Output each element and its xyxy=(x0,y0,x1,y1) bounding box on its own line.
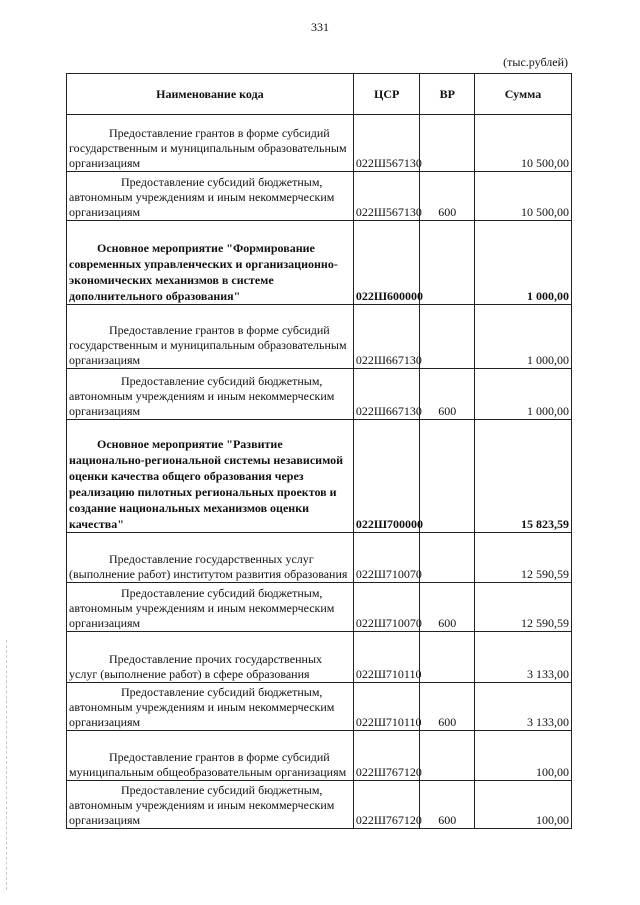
row-sum: 10 500,00 xyxy=(475,172,572,221)
table-row xyxy=(67,632,572,683)
row-csr: 022Ш710070 xyxy=(353,583,420,632)
row-csr: 022Ш767120 xyxy=(353,781,420,829)
row-vr: 600 xyxy=(420,583,475,632)
table-row xyxy=(67,683,572,731)
row-name: Предоставление государственных услуг (выполнение работ) институтом развития образования xyxy=(67,533,354,583)
units-label: (тыс.рублей) xyxy=(503,55,568,69)
row-sum: 12 590,59 xyxy=(475,533,572,583)
row-csr: 022Ш710110 xyxy=(353,683,420,731)
table-row-main-activity xyxy=(67,420,572,533)
table-row xyxy=(67,305,572,369)
row-name: Предоставление субсидий бюджетным, автономным учреждениям и иным некоммерческим организациям xyxy=(67,683,354,731)
table-row xyxy=(67,115,572,172)
row-vr: 600 xyxy=(420,172,475,221)
row-csr: 022Ш567130 xyxy=(353,115,420,172)
table-row xyxy=(67,172,572,221)
row-sum: 100,00 xyxy=(475,781,572,829)
row-vr xyxy=(420,305,475,369)
row-csr: 022Ш567130 xyxy=(353,172,420,221)
row-vr: 600 xyxy=(420,683,475,731)
row-sum: 3 133,00 xyxy=(475,683,572,731)
row-csr: 022Ш767120 xyxy=(353,731,420,781)
row-csr: 022Ш700000 xyxy=(353,420,420,533)
row-sum: 1 000,00 xyxy=(475,221,572,305)
row-sum: 100,00 xyxy=(475,731,572,781)
row-sum: 1 000,00 xyxy=(475,369,572,420)
table-row xyxy=(67,583,572,632)
row-csr: 022Ш600000 xyxy=(353,221,420,305)
row-vr: 600 xyxy=(420,781,475,829)
table-row xyxy=(67,533,572,583)
row-csr: 022Ш710110 xyxy=(353,632,420,683)
row-vr xyxy=(420,533,475,583)
scan-edge-mark xyxy=(6,640,8,890)
page-number: 331 xyxy=(311,20,329,34)
row-name: Предоставление субсидий бюджетным, автономным учреждениям и иным некоммерческим организациям xyxy=(67,172,354,221)
row-name: Предоставление субсидий бюджетным, автономным учреждениям и иным некоммерческим организациям xyxy=(67,583,354,632)
row-vr: 600 xyxy=(420,369,475,420)
row-name: Предоставление субсидий бюджетным, автономным учреждениям и иным некоммерческим организациям xyxy=(67,781,354,829)
row-vr xyxy=(420,731,475,781)
row-name: Предоставление грантов в форме субсидий государственным и муниципальным образовательным организациям xyxy=(67,115,354,172)
table-row xyxy=(67,731,572,781)
row-sum: 12 590,59 xyxy=(475,583,572,632)
table-header-row xyxy=(67,74,572,115)
row-name: Предоставление субсидий бюджетным, автономным учреждениям и иным некоммерческим организациям xyxy=(67,369,354,420)
table-row-main-activity xyxy=(67,221,572,305)
table-row xyxy=(67,369,572,420)
table-row xyxy=(67,781,572,829)
row-csr: 022Ш710070 xyxy=(353,533,420,583)
row-csr: 022Ш667130 xyxy=(353,305,420,369)
row-sum: 10 500,00 xyxy=(475,115,572,172)
row-vr xyxy=(420,221,475,305)
row-sum: 1 000,00 xyxy=(475,305,572,369)
header-csr: ЦСР xyxy=(353,74,420,115)
header-name: Наименование кода xyxy=(67,74,354,115)
row-sum: 15 823,59 xyxy=(475,420,572,533)
row-name: Предоставление прочих государственных услуг (выполнение работ) в сфере образования xyxy=(67,632,354,683)
header-vr: ВР xyxy=(420,74,475,115)
row-name: Предоставление грантов в форме субсидий государственным и муниципальным образовательным организациям xyxy=(67,305,354,369)
row-sum: 3 133,00 xyxy=(475,632,572,683)
row-name: Основное мероприятие "Развитие национально-региональной системы независимой оценки качества общего образования через реализацию пилотных региональных проектов и создание национальных механизмов оценки качества" xyxy=(67,420,354,533)
row-vr xyxy=(420,420,475,533)
row-vr xyxy=(420,632,475,683)
row-csr: 022Ш667130 xyxy=(353,369,420,420)
budget-table xyxy=(66,73,572,829)
header-sum: Сумма xyxy=(475,74,572,115)
row-name: Основное мероприятие "Формирование современных управленческих и организационно-экономических механизмов в системе дополнительного образования" xyxy=(67,221,354,305)
row-vr xyxy=(420,115,475,172)
row-name: Предоставление грантов в форме субсидий муниципальным общеобразовательным организациям xyxy=(67,731,354,781)
